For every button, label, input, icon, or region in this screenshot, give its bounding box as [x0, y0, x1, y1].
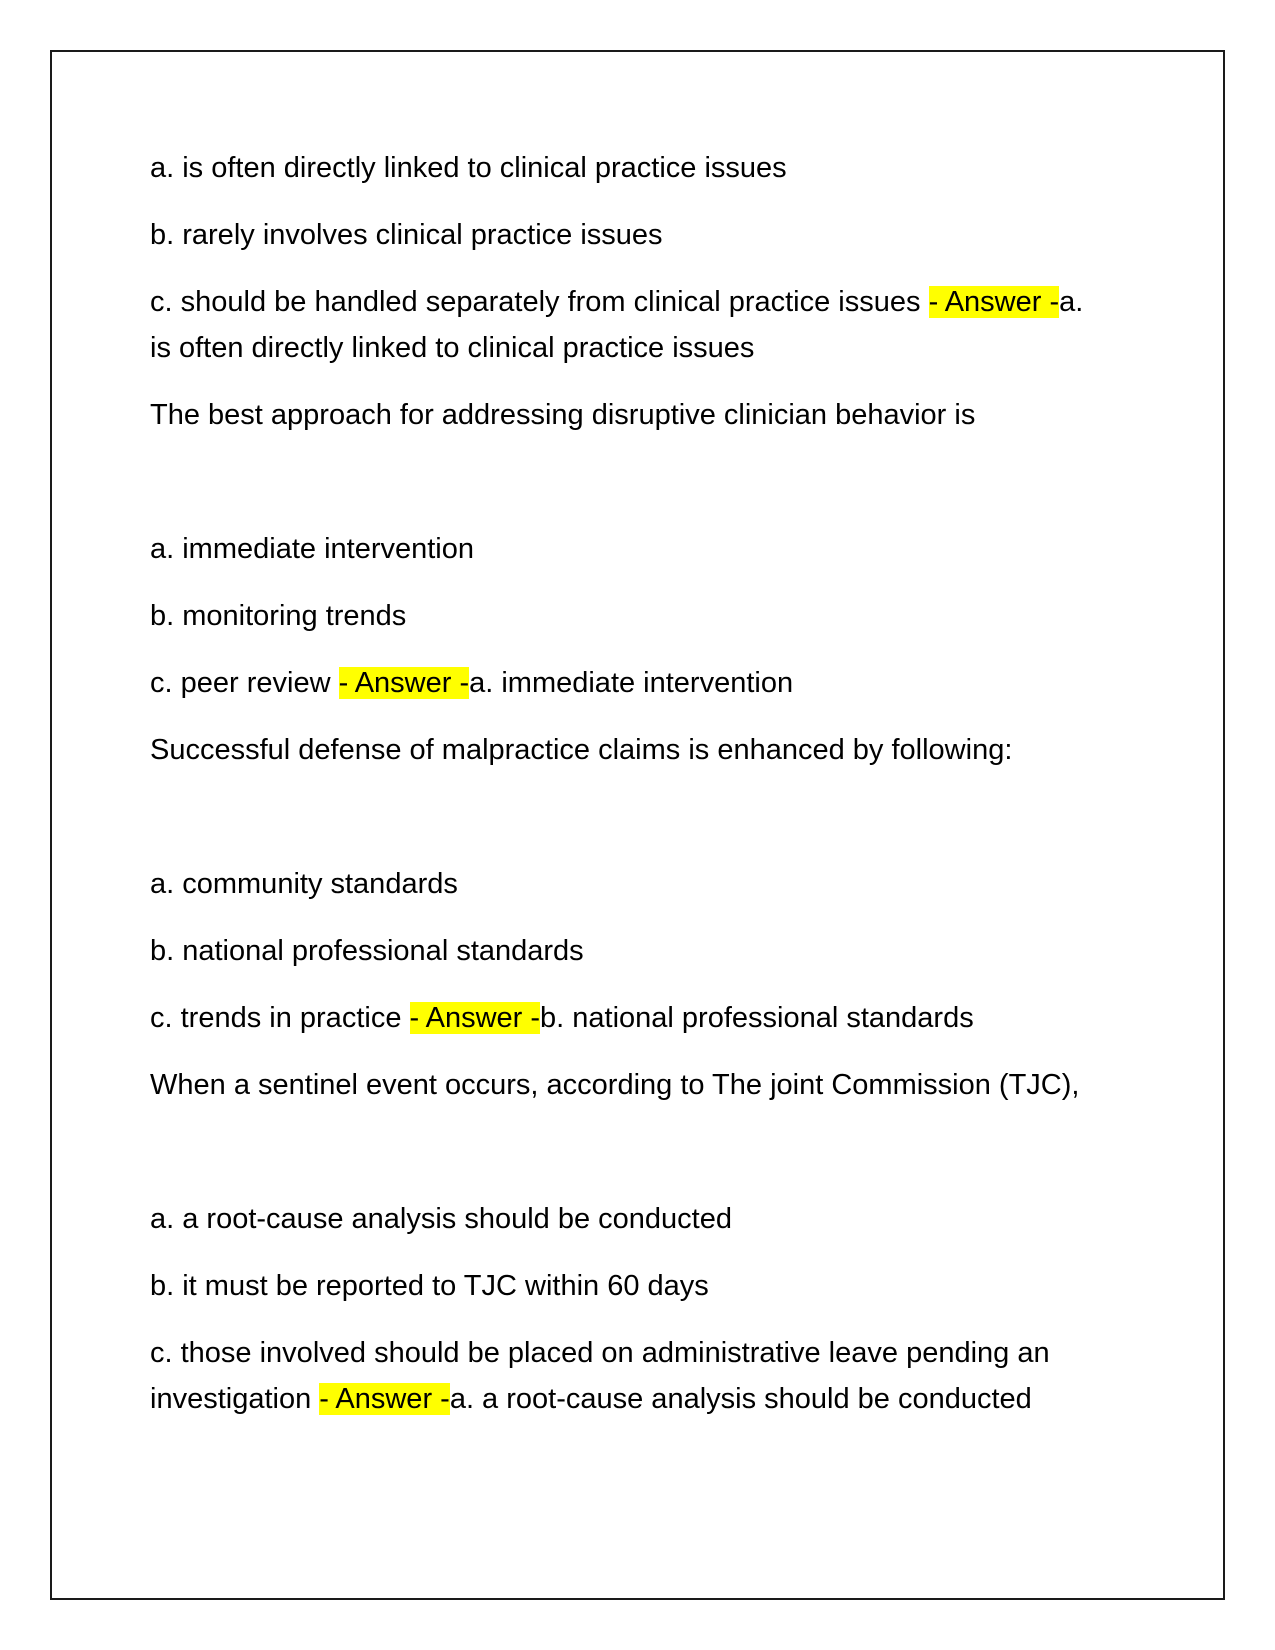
q2-option-a — [150, 526, 474, 572]
q1-option-c-text: c. should be handled separately from clinical practice issues — [150, 286, 929, 318]
q4-option-a — [150, 1196, 732, 1242]
q2-question — [150, 392, 975, 438]
q1-option-a — [150, 145, 787, 191]
q4-option-b — [150, 1263, 709, 1309]
q4-option-b-text: b. it must be reported to TJC within 60 days — [150, 1270, 709, 1302]
q3-option-a-text: a. community standards — [150, 868, 458, 900]
q1-option-a-text: a. is often directly linked to clinical practice issues — [150, 152, 787, 184]
q2-option-c-text: c. peer review — [150, 667, 339, 699]
q1-option-b-text: b. rarely involves clinical practice issues — [150, 219, 663, 251]
q3-option-b — [150, 928, 584, 974]
q4-option-c-text: c. those involved should be placed on administrative leave pending an — [150, 1337, 1050, 1369]
q2-answer-text: a. immediate intervention — [469, 667, 794, 699]
q2-answer-marker: - Answer - — [338, 667, 470, 699]
q1-answer-continuation — [150, 325, 754, 371]
q3-question — [150, 727, 1012, 773]
q4-option-c-continuation — [150, 1376, 1032, 1422]
q2-option-a-text: a. immediate intervention — [150, 533, 474, 565]
q3-option-b-text: b. national professional standards — [150, 935, 584, 967]
q2-option-b — [150, 593, 406, 639]
q1-answer-text-cont: is often directly linked to clinical practice issues — [150, 332, 755, 364]
q4-question-text: When a sentinel event occurs, according to The joint Commission (TJC), — [150, 1069, 1080, 1101]
q4-option-a-text: a. a root-cause analysis should be conducted — [150, 1203, 732, 1235]
q1-answer-marker: - Answer - — [928, 286, 1060, 318]
q1-option-b — [150, 212, 663, 258]
q3-question-text: Successful defense of malpractice claims is enhanced by following: — [150, 734, 1013, 766]
q4-answer-marker: - Answer - — [319, 1383, 450, 1415]
q3-answer-marker: - Answer - — [409, 1002, 541, 1034]
q4-option-c-text-cont: investigation — [150, 1383, 320, 1415]
q2-option-b-text: b. monitoring trends — [150, 600, 407, 632]
q1-answer-text: a. — [1059, 286, 1084, 318]
q1-option-c — [150, 279, 1083, 325]
q3-option-c — [150, 995, 974, 1041]
q4-option-c — [150, 1330, 1050, 1376]
q4-answer-text: a. a root-cause analysis should be conducted — [449, 1383, 1032, 1415]
q4-question — [150, 1062, 1079, 1108]
q2-option-c — [150, 660, 793, 706]
q3-option-c-text: c. trends in practice — [150, 1002, 410, 1034]
q3-answer-text: b. national professional standards — [540, 1002, 974, 1034]
q2-question-text: The best approach for addressing disruptive clinician behavior is — [150, 399, 976, 431]
q3-option-a — [150, 861, 458, 907]
